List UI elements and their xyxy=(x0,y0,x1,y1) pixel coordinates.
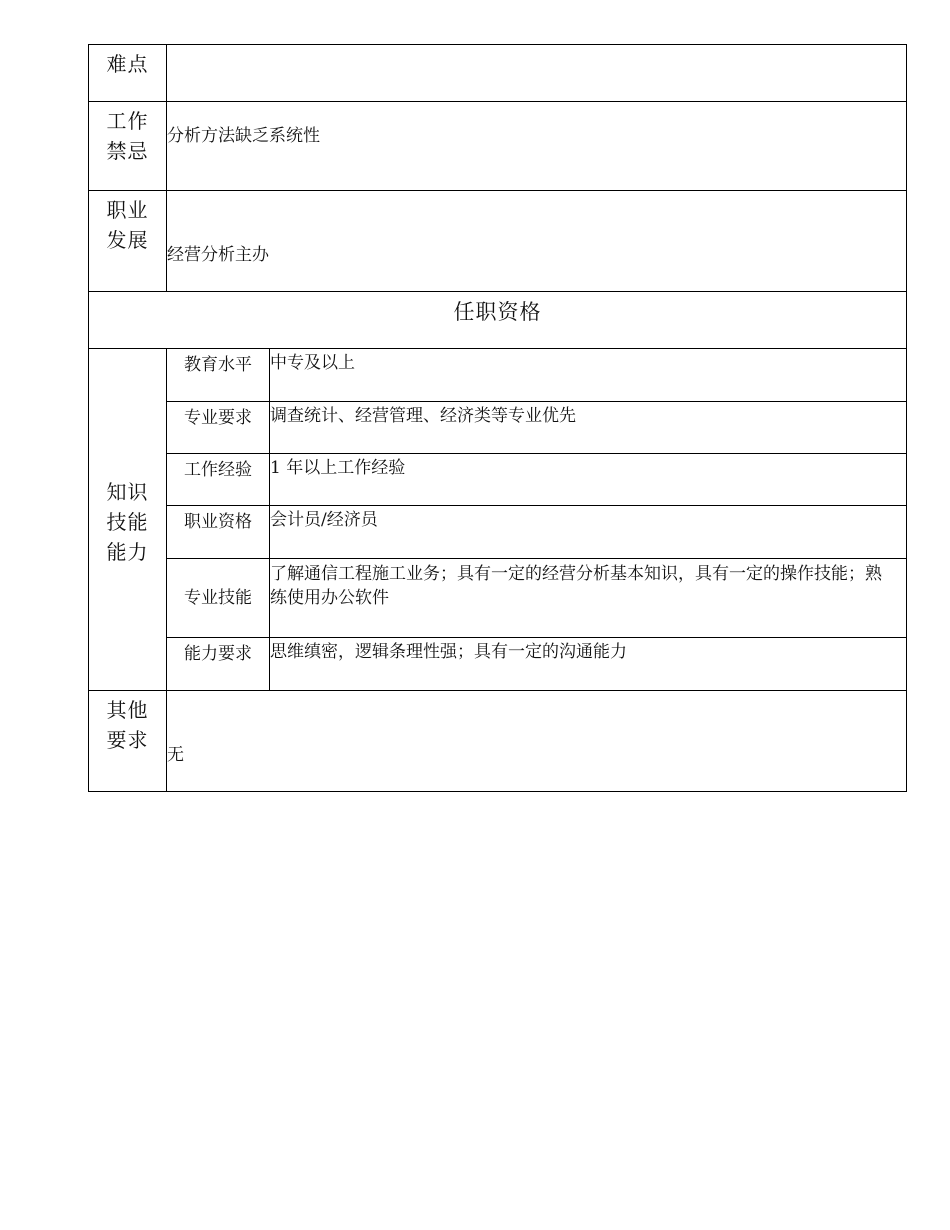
difficulty-label: 难点 xyxy=(89,45,167,102)
qualifications-group-label: 知识技能能力 xyxy=(89,349,167,691)
qual-value-skills: 了解通信工程施工业务；具有一定的经营分析基本知识，具有一定的操作技能；熟练使用办公软件 xyxy=(270,559,907,638)
other-value: 无 xyxy=(167,691,907,792)
difficulty-value xyxy=(167,45,907,102)
qualifications-header-row xyxy=(89,292,907,349)
qual-value-ability: 思维缜密，逻辑条理性强；具有一定的沟通能力 xyxy=(270,638,907,691)
qual-label-major: 专业要求 xyxy=(167,402,270,454)
qual-label-skills: 专业技能 xyxy=(167,559,270,638)
career-value: 经营分析主办 xyxy=(167,191,907,292)
qual-label-education: 教育水平 xyxy=(167,349,270,402)
taboo-value: 分析方法缺乏系统性 xyxy=(167,102,907,191)
qual-row-experience xyxy=(89,454,907,506)
career-label: 职业发展 xyxy=(89,191,167,292)
qual-row-certification xyxy=(89,506,907,559)
qual-value-certification: 会计员/经济员 xyxy=(270,506,907,559)
qual-label-certification: 职业资格 xyxy=(167,506,270,559)
qual-value-education: 中专及以上 xyxy=(270,349,907,402)
qual-row-skills xyxy=(89,559,907,638)
taboo-row xyxy=(89,102,907,191)
qual-label-experience: 工作经验 xyxy=(167,454,270,506)
qual-label-ability: 能力要求 xyxy=(167,638,270,691)
qual-value-experience: 1 年以上工作经验 xyxy=(270,454,907,506)
qualifications-title: 任职资格 xyxy=(89,292,907,349)
qual-row-education xyxy=(89,349,907,402)
other-row xyxy=(89,691,907,792)
difficulty-row xyxy=(89,45,907,102)
other-label: 其他要求 xyxy=(89,691,167,792)
qual-value-major: 调查统计、经营管理、经济类等专业优先 xyxy=(270,402,907,454)
qual-row-ability xyxy=(89,638,907,691)
job-description-table xyxy=(88,44,907,792)
qual-row-major xyxy=(89,402,907,454)
taboo-label: 工作禁忌 xyxy=(89,102,167,191)
career-row xyxy=(89,191,907,292)
